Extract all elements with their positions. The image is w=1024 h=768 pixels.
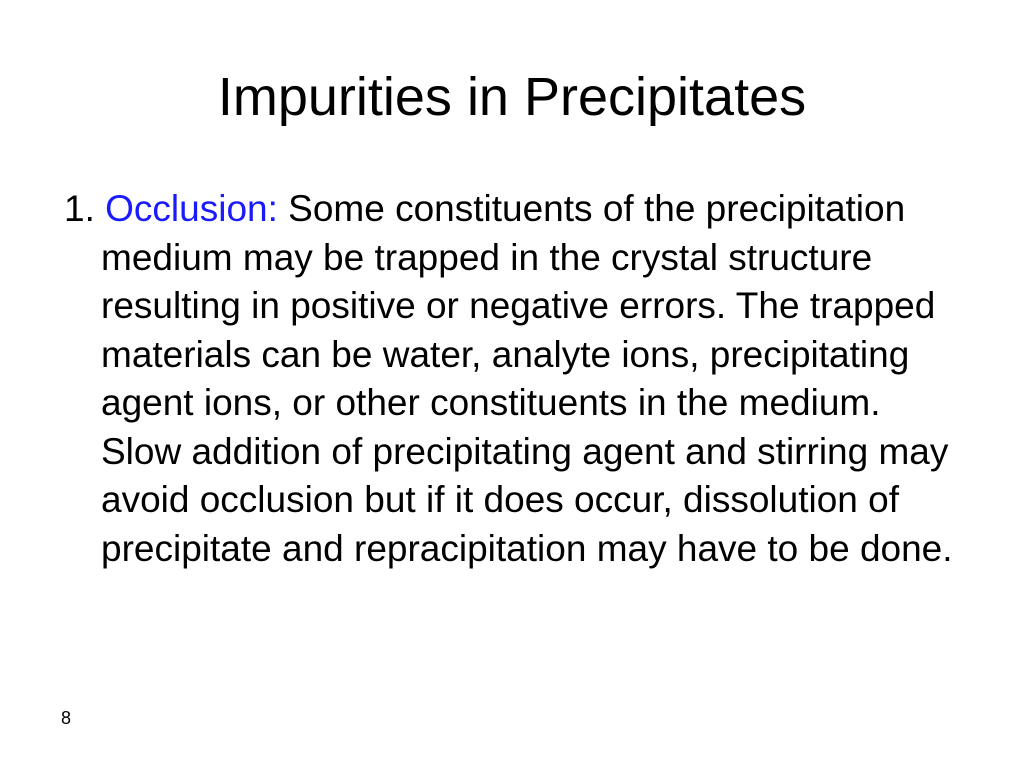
item-term: Occlusion:: [105, 188, 278, 229]
item-number: 1.: [64, 188, 95, 229]
list-item: [64, 185, 964, 573]
slide-title: Impurities in Precipitates: [217, 67, 807, 127]
slide-number: 8: [61, 708, 72, 728]
bullet-list: [64, 185, 964, 573]
item-text: Some constituents of the precipitation medium may be trapped in the crystal structure resulting in positive or negative errors. The trapped materials can be water, analyte ions, precipitating agent ions, or other constituents in the medium. Slow addition of precipitating agent and stirring may avoid occlusion but if it does occur, dissolution of precipitate and repracipitation may have to be done.: [101, 188, 953, 569]
